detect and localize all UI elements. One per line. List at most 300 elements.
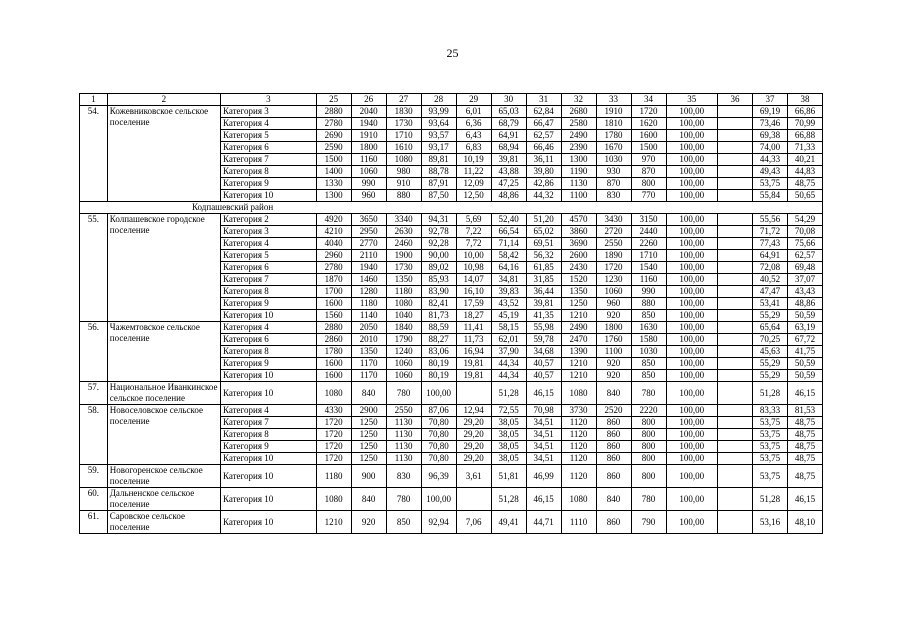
value-cell: 990 xyxy=(351,178,386,190)
value-cell: 12,50 xyxy=(456,190,491,202)
value-cell: 1250 xyxy=(351,429,386,441)
category-cell: Категория 10 xyxy=(220,465,316,488)
category-cell: Категория 10 xyxy=(220,370,316,382)
value-cell: 12,09 xyxy=(456,178,491,190)
value-cell: 7,06 xyxy=(456,511,491,534)
value-cell: 1900 xyxy=(386,250,421,262)
row-number: 54. xyxy=(80,106,108,202)
value-cell: 830 xyxy=(596,190,631,202)
value-cell: 72,08 xyxy=(752,262,787,274)
value-cell: 100,00 xyxy=(666,346,717,358)
value-cell: 790 xyxy=(631,511,666,534)
value-cell: 1710 xyxy=(386,130,421,142)
value-cell: 2550 xyxy=(596,238,631,250)
value-cell: 1780 xyxy=(596,130,631,142)
value-cell: 93,99 xyxy=(421,106,456,118)
settlement-name: Колпашевское городское поселение xyxy=(107,214,220,322)
value-cell: 780 xyxy=(631,382,666,405)
category-cell: Категория 7 xyxy=(220,154,316,166)
value-cell: 100,00 xyxy=(666,441,717,453)
value-cell: 3650 xyxy=(351,214,386,226)
category-cell: Категория 10 xyxy=(220,488,316,511)
value-cell: 6,43 xyxy=(456,130,491,142)
value-cell: 16,94 xyxy=(456,346,491,358)
value-cell: 92,78 xyxy=(421,226,456,238)
value-cell: 65,03 xyxy=(491,106,526,118)
value-cell: 860 xyxy=(596,453,631,465)
value-cell: 51,28 xyxy=(491,488,526,511)
category-cell: Категория 9 xyxy=(220,298,316,310)
value-cell: 1140 xyxy=(351,310,386,322)
category-cell: Категория 10 xyxy=(220,511,316,534)
value-cell xyxy=(717,441,752,453)
value-cell xyxy=(717,238,752,250)
column-header: 29 xyxy=(456,94,491,106)
column-header: 27 xyxy=(386,94,421,106)
value-cell: 100,00 xyxy=(666,465,717,488)
value-cell: 19,81 xyxy=(456,358,491,370)
category-cell: Категория 6 xyxy=(220,142,316,154)
value-cell xyxy=(717,214,752,226)
value-cell: 70,25 xyxy=(752,334,787,346)
value-cell: 83,90 xyxy=(421,286,456,298)
value-cell: 47,47 xyxy=(752,286,787,298)
value-cell: 1120 xyxy=(561,417,596,429)
value-cell: 100,00 xyxy=(421,382,456,405)
value-cell: 51,28 xyxy=(752,382,787,405)
value-cell: 100,00 xyxy=(666,488,717,511)
category-cell: Категория 4 xyxy=(220,405,316,417)
value-cell: 64,91 xyxy=(752,250,787,262)
value-cell: 1130 xyxy=(386,429,421,441)
value-cell: 1180 xyxy=(351,298,386,310)
value-cell: 1100 xyxy=(596,346,631,358)
value-cell: 53,16 xyxy=(752,511,787,534)
value-cell: 44,83 xyxy=(787,166,822,178)
value-cell: 2490 xyxy=(561,130,596,142)
value-cell: 1180 xyxy=(386,286,421,298)
value-cell: 61,85 xyxy=(526,262,561,274)
table-row xyxy=(80,465,823,488)
settlement-name: Национальное Иванкинское сельское поселение xyxy=(107,382,220,405)
value-cell: 4040 xyxy=(316,238,351,250)
value-cell: 860 xyxy=(596,465,631,488)
value-cell: 900 xyxy=(351,465,386,488)
value-cell: 3690 xyxy=(561,238,596,250)
value-cell: 46,15 xyxy=(526,488,561,511)
value-cell: 66,47 xyxy=(526,118,561,130)
value-cell: 100,00 xyxy=(666,250,717,262)
value-cell: 40,21 xyxy=(787,154,822,166)
value-cell: 40,57 xyxy=(526,358,561,370)
value-cell: 75,66 xyxy=(787,238,822,250)
value-cell: 2430 xyxy=(561,262,596,274)
value-cell: 1720 xyxy=(316,441,351,453)
column-header: 31 xyxy=(526,94,561,106)
value-cell: 3860 xyxy=(561,226,596,238)
value-cell: 100,00 xyxy=(666,238,717,250)
value-cell: 46,15 xyxy=(526,382,561,405)
value-cell: 10,00 xyxy=(456,250,491,262)
value-cell: 46,15 xyxy=(787,382,822,405)
value-cell: 50,59 xyxy=(787,370,822,382)
value-cell: 2600 xyxy=(561,250,596,262)
value-cell xyxy=(717,405,752,417)
value-cell: 100,00 xyxy=(666,358,717,370)
value-cell: 3430 xyxy=(596,214,631,226)
category-cell: Категория 5 xyxy=(220,130,316,142)
value-cell: 64,16 xyxy=(491,262,526,274)
value-cell: 29,20 xyxy=(456,429,491,441)
value-cell: 800 xyxy=(631,429,666,441)
category-cell: Категория 8 xyxy=(220,429,316,441)
value-cell: 960 xyxy=(596,298,631,310)
value-cell: 48,75 xyxy=(787,453,822,465)
column-header: 1 xyxy=(80,94,108,106)
value-cell: 1250 xyxy=(351,417,386,429)
value-cell: 100,00 xyxy=(666,166,717,178)
value-cell: 55,29 xyxy=(752,310,787,322)
category-cell: Категория 10 xyxy=(220,382,316,405)
value-cell: 34,81 xyxy=(491,274,526,286)
value-cell: 71,14 xyxy=(491,238,526,250)
value-cell: 65,02 xyxy=(526,226,561,238)
value-cell: 2780 xyxy=(316,262,351,274)
value-cell: 1350 xyxy=(386,274,421,286)
value-cell: 92,94 xyxy=(421,511,456,534)
value-cell: 100,00 xyxy=(666,298,717,310)
value-cell: 55,98 xyxy=(526,322,561,334)
value-cell xyxy=(717,250,752,262)
value-cell: 1170 xyxy=(351,358,386,370)
value-cell: 44,32 xyxy=(526,190,561,202)
value-cell: 90,00 xyxy=(421,250,456,262)
settlement-name: Чажемтовское сельское поселение xyxy=(107,322,220,382)
value-cell: 2690 xyxy=(316,130,351,142)
category-cell: Категория 7 xyxy=(220,417,316,429)
value-cell: 55,29 xyxy=(752,370,787,382)
value-cell: 1730 xyxy=(386,262,421,274)
value-cell: 34,68 xyxy=(526,346,561,358)
value-cell: 12,94 xyxy=(456,405,491,417)
value-cell: 1330 xyxy=(316,178,351,190)
value-cell: 860 xyxy=(596,511,631,534)
value-cell: 2110 xyxy=(351,250,386,262)
value-cell: 64,91 xyxy=(491,130,526,142)
value-cell: 780 xyxy=(386,382,421,405)
value-cell: 80,19 xyxy=(421,358,456,370)
value-cell: 100,00 xyxy=(666,190,717,202)
value-cell: 48,75 xyxy=(787,178,822,190)
value-cell xyxy=(717,166,752,178)
value-cell xyxy=(717,346,752,358)
category-cell: Категория 10 xyxy=(220,310,316,322)
value-cell: 2770 xyxy=(351,238,386,250)
value-cell: 1840 xyxy=(386,322,421,334)
value-cell: 1720 xyxy=(631,106,666,118)
value-cell: 93,64 xyxy=(421,118,456,130)
value-cell: 1080 xyxy=(386,154,421,166)
value-cell: 1110 xyxy=(561,511,596,534)
value-cell: 1600 xyxy=(316,298,351,310)
value-cell: 2260 xyxy=(631,238,666,250)
category-cell: Категория 3 xyxy=(220,106,316,118)
value-cell: 770 xyxy=(631,190,666,202)
value-cell: 100,00 xyxy=(666,154,717,166)
value-cell: 1240 xyxy=(386,346,421,358)
value-cell: 1720 xyxy=(316,429,351,441)
value-cell: 2390 xyxy=(561,142,596,154)
value-cell: 2950 xyxy=(351,226,386,238)
value-cell: 38,05 xyxy=(491,417,526,429)
settlement-name: Новогоренское сельское поселение xyxy=(107,465,220,488)
category-cell: Категория 5 xyxy=(220,250,316,262)
value-cell: 870 xyxy=(596,178,631,190)
settlement-name: Саровское сельское поселение xyxy=(107,511,220,534)
value-cell: 2040 xyxy=(351,106,386,118)
value-cell: 1250 xyxy=(351,441,386,453)
value-cell: 1810 xyxy=(596,118,631,130)
category-cell: Категория 4 xyxy=(220,322,316,334)
table-row xyxy=(80,106,823,118)
value-cell: 58,42 xyxy=(491,250,526,262)
value-cell: 860 xyxy=(596,441,631,453)
value-cell xyxy=(717,190,752,202)
value-cell: 34,51 xyxy=(526,429,561,441)
value-cell: 2010 xyxy=(351,334,386,346)
value-cell: 47,25 xyxy=(491,178,526,190)
value-cell: 840 xyxy=(351,488,386,511)
value-cell: 800 xyxy=(631,465,666,488)
value-cell: 100,00 xyxy=(666,130,717,142)
value-cell: 93,17 xyxy=(421,142,456,154)
value-cell: 51,28 xyxy=(752,488,787,511)
value-cell: 100,00 xyxy=(666,453,717,465)
value-cell: 45,19 xyxy=(491,310,526,322)
value-cell: 1780 xyxy=(316,346,351,358)
value-cell: 2580 xyxy=(561,118,596,130)
category-cell: Категория 4 xyxy=(220,238,316,250)
value-cell: 1520 xyxy=(561,274,596,286)
value-cell: 18,27 xyxy=(456,310,491,322)
settlement-name: Новоселовское сельское поселение xyxy=(107,405,220,465)
value-cell: 100,00 xyxy=(666,310,717,322)
value-cell: 66,86 xyxy=(787,106,822,118)
value-cell: 1080 xyxy=(561,382,596,405)
value-cell: 100,00 xyxy=(666,142,717,154)
category-cell: Категория 8 xyxy=(220,166,316,178)
value-cell xyxy=(717,178,752,190)
table-row xyxy=(80,382,823,405)
value-cell: 920 xyxy=(596,370,631,382)
value-cell: 52,40 xyxy=(491,214,526,226)
value-cell: 62,84 xyxy=(526,106,561,118)
column-header: 30 xyxy=(491,94,526,106)
value-cell: 100,00 xyxy=(666,511,717,534)
value-cell: 29,20 xyxy=(456,417,491,429)
value-cell xyxy=(717,334,752,346)
value-cell: 860 xyxy=(596,417,631,429)
value-cell: 840 xyxy=(596,382,631,405)
value-cell: 11,41 xyxy=(456,322,491,334)
value-cell: 44,33 xyxy=(752,154,787,166)
district-row xyxy=(80,202,823,214)
value-cell: 55,84 xyxy=(752,190,787,202)
value-cell: 44,34 xyxy=(491,370,526,382)
value-cell: 1080 xyxy=(316,488,351,511)
value-cell: 1160 xyxy=(351,154,386,166)
value-cell: 48,75 xyxy=(787,429,822,441)
column-header: 3 xyxy=(220,94,316,106)
value-cell: 840 xyxy=(596,488,631,511)
value-cell: 1720 xyxy=(316,453,351,465)
value-cell: 1940 xyxy=(351,262,386,274)
value-cell: 1100 xyxy=(561,190,596,202)
value-cell: 51,20 xyxy=(526,214,561,226)
value-cell: 70,80 xyxy=(421,453,456,465)
value-cell: 54,29 xyxy=(787,214,822,226)
category-cell: Категория 8 xyxy=(220,346,316,358)
value-cell: 39,81 xyxy=(526,298,561,310)
table-row xyxy=(80,511,823,534)
value-cell: 840 xyxy=(351,382,386,405)
value-cell: 53,75 xyxy=(752,453,787,465)
value-cell: 34,51 xyxy=(526,453,561,465)
value-cell: 880 xyxy=(386,190,421,202)
value-cell: 1210 xyxy=(316,511,351,534)
value-cell: 93,57 xyxy=(421,130,456,142)
value-cell: 1190 xyxy=(561,166,596,178)
value-cell: 55,56 xyxy=(752,214,787,226)
value-cell: 38,05 xyxy=(491,441,526,453)
value-cell: 53,41 xyxy=(752,298,787,310)
value-cell: 71,33 xyxy=(787,142,822,154)
value-cell: 100,00 xyxy=(666,405,717,417)
value-cell: 10,19 xyxy=(456,154,491,166)
value-cell: 100,00 xyxy=(666,106,717,118)
value-cell: 55,29 xyxy=(752,358,787,370)
value-cell: 41,75 xyxy=(787,346,822,358)
value-cell: 1670 xyxy=(596,142,631,154)
category-cell: Категория 3 xyxy=(220,226,316,238)
category-cell: Категория 9 xyxy=(220,358,316,370)
value-cell: 2520 xyxy=(596,405,631,417)
value-cell: 87,06 xyxy=(421,405,456,417)
value-cell: 37,07 xyxy=(787,274,822,286)
value-cell: 1760 xyxy=(596,334,631,346)
value-cell: 100,00 xyxy=(666,334,717,346)
value-cell: 45,63 xyxy=(752,346,787,358)
value-cell: 62,57 xyxy=(526,130,561,142)
value-cell: 1830 xyxy=(386,106,421,118)
value-cell: 800 xyxy=(631,178,666,190)
value-cell: 1180 xyxy=(316,465,351,488)
value-cell: 85,93 xyxy=(421,274,456,286)
value-cell: 6,36 xyxy=(456,118,491,130)
value-cell: 66,88 xyxy=(787,130,822,142)
district-label: Кодпашевский район xyxy=(80,202,823,214)
value-cell: 850 xyxy=(631,370,666,382)
value-cell: 17,59 xyxy=(456,298,491,310)
value-cell: 89,02 xyxy=(421,262,456,274)
value-cell: 2880 xyxy=(316,322,351,334)
category-cell: Категория 10 xyxy=(220,453,316,465)
category-cell: Категория 2 xyxy=(220,214,316,226)
value-cell: 59,78 xyxy=(526,334,561,346)
value-cell: 48,75 xyxy=(787,441,822,453)
value-cell: 88,27 xyxy=(421,334,456,346)
value-cell: 860 xyxy=(596,429,631,441)
value-cell: 2050 xyxy=(351,322,386,334)
value-cell: 100,00 xyxy=(666,214,717,226)
value-cell: 36,11 xyxy=(526,154,561,166)
value-cell: 92,28 xyxy=(421,238,456,250)
column-header: 2 xyxy=(107,94,220,106)
value-cell: 88,78 xyxy=(421,166,456,178)
value-cell: 960 xyxy=(351,190,386,202)
table-row xyxy=(80,322,823,334)
value-cell: 38,05 xyxy=(491,453,526,465)
value-cell: 1170 xyxy=(351,370,386,382)
value-cell: 2680 xyxy=(561,106,596,118)
value-cell: 37,90 xyxy=(491,346,526,358)
value-cell: 50,59 xyxy=(787,310,822,322)
value-cell: 68,94 xyxy=(491,142,526,154)
row-number: 61. xyxy=(80,511,108,534)
value-cell: 70,80 xyxy=(421,441,456,453)
value-cell: 51,28 xyxy=(491,382,526,405)
value-cell: 87,50 xyxy=(421,190,456,202)
value-cell: 14,07 xyxy=(456,274,491,286)
value-cell: 970 xyxy=(631,154,666,166)
column-header: 25 xyxy=(316,94,351,106)
value-cell: 2550 xyxy=(386,405,421,417)
value-cell: 34,51 xyxy=(526,441,561,453)
value-cell: 49,41 xyxy=(491,511,526,534)
value-cell: 2630 xyxy=(386,226,421,238)
value-cell: 36,44 xyxy=(526,286,561,298)
value-cell: 1600 xyxy=(316,370,351,382)
value-cell: 1400 xyxy=(316,166,351,178)
value-cell: 100,00 xyxy=(666,286,717,298)
column-header: 28 xyxy=(421,94,456,106)
value-cell: 100,00 xyxy=(666,262,717,274)
category-cell: Категория 9 xyxy=(220,441,316,453)
value-cell: 70,99 xyxy=(787,118,822,130)
value-cell: 68,79 xyxy=(491,118,526,130)
value-cell: 19,81 xyxy=(456,370,491,382)
value-cell: 1210 xyxy=(561,370,596,382)
value-cell: 1730 xyxy=(386,118,421,130)
value-cell: 910 xyxy=(386,178,421,190)
value-cell: 100,00 xyxy=(666,370,717,382)
value-cell: 4330 xyxy=(316,405,351,417)
value-cell: 65,64 xyxy=(752,322,787,334)
value-cell: 2960 xyxy=(316,250,351,262)
value-cell: 53,75 xyxy=(752,178,787,190)
value-cell: 11,22 xyxy=(456,166,491,178)
value-cell: 1250 xyxy=(561,298,596,310)
value-cell: 1060 xyxy=(596,286,631,298)
value-cell xyxy=(717,488,752,511)
value-cell: 100,00 xyxy=(666,382,717,405)
value-cell: 69,19 xyxy=(752,106,787,118)
value-cell xyxy=(717,429,752,441)
value-cell: 1710 xyxy=(631,250,666,262)
table-row xyxy=(80,488,823,511)
value-cell: 1940 xyxy=(351,118,386,130)
value-cell: 1300 xyxy=(561,154,596,166)
